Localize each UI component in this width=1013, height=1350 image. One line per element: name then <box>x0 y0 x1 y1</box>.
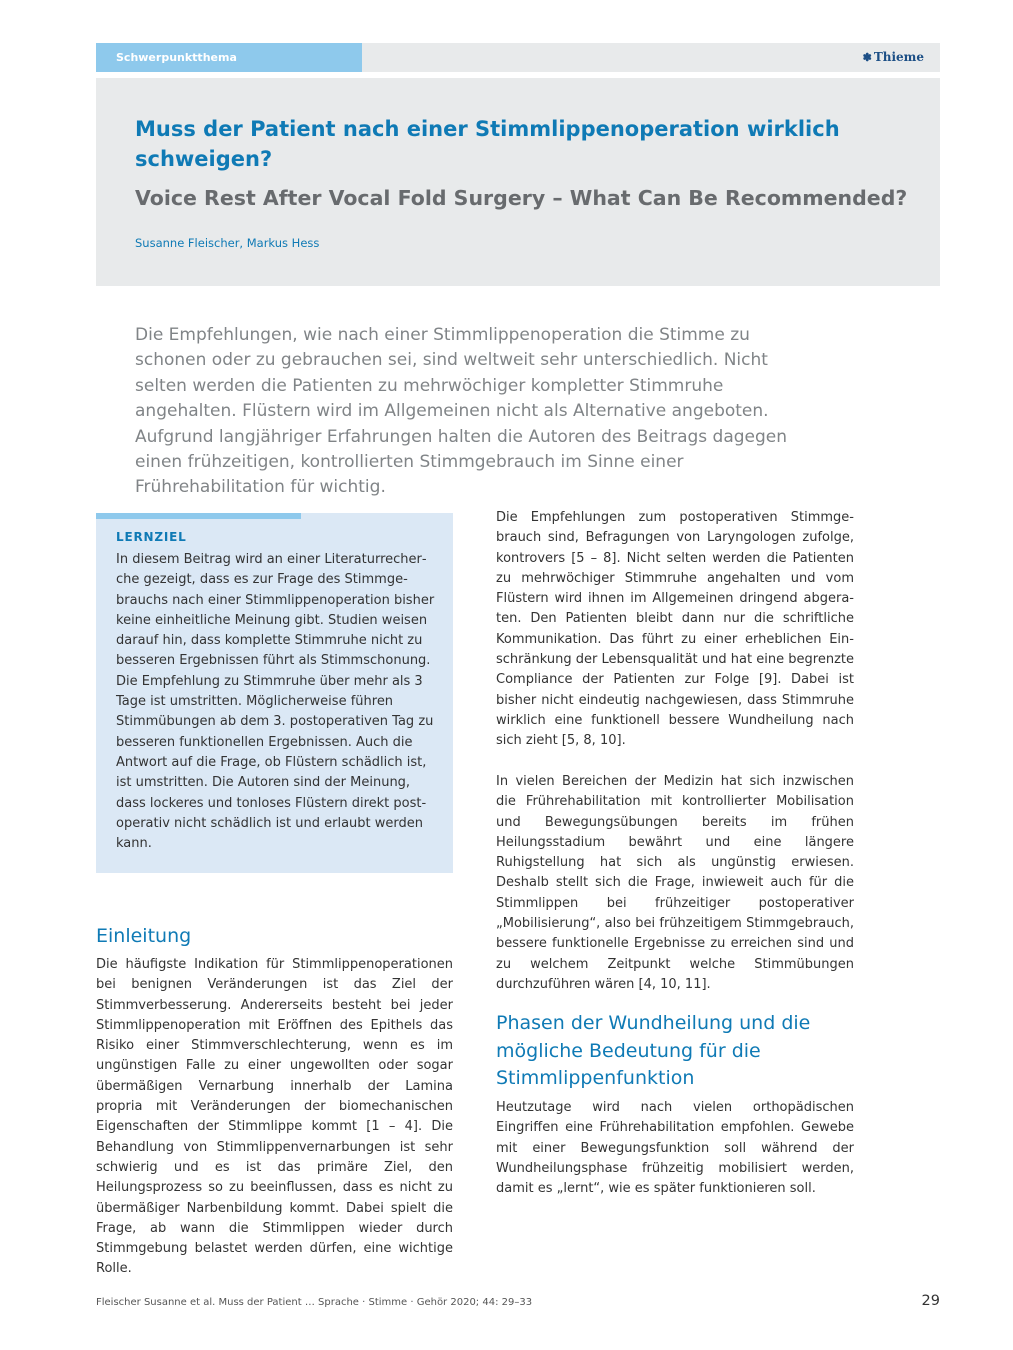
brand-name: Thieme <box>873 50 924 64</box>
footer-citation: Fleischer Susanne et al. Muss der Patient … Sprache · Stimme · Gehör 2020; 44: 29–33 <box>96 1297 533 1308</box>
right-paragraph-1: Die Empfehlungen zum postoperativen Stimmgebrauch sind, Befragungen von Laryngologen zufolge, kontrovers [5 – 8]. Nicht selten werden die Patienten zu mehrwöchiger Stimmruhe angehalten und vom Flüstern wird ihnen im Allgemeinen dringend abgeraten. Den Patienten bleibt dann nur die schriftliche Kommunikation. Das führt zu einer erheblichen Einschränkung der Lebensqualität und hat eine begrenzte Compliance der Patienten zur Folge [9]. Dabei ist bisher nicht eindeutig nachgewiesen, dass Stimmruhe wirklich eine funktionell bessere Wundheilung nach sich zieht [5, 8, 10]. <box>496 510 854 749</box>
top-bar <box>96 43 940 72</box>
title-german: Muss der Patient nach einer Stimmlippenoperation wirklich schweigen? <box>135 117 840 171</box>
article-header <box>96 78 940 286</box>
right-paragraph-2: In vielen Bereichen der Medizin hat sich inzwischen die Frührehabilitation mit kontrollierter Mobilisation und Bewegungsübungen bereits im frühen Heilungsstadium bewährt und eine längere Ruhigstellung hat sich als ungünstig erwiesen. Deshalb stellt sich die Frage, inwieweit auch für die Stimmlippen bei frühzeitiger postoperativer „Mobilisierung“, also bei frühzeitigem Stimmgebrauch, bessere funktionelle Ergebnisse zu erreichen sind und zu welchem Zeitpunkt welche Stimmübungen durchzuführen wären [4, 10, 11]. <box>496 774 854 992</box>
learning-goal-title: LERNZIEL <box>116 530 187 544</box>
learning-goal-text: In diesem Beitrag wird an einer Literaturrecherche gezeigt, dass es zur Frage des Stimmgebrauchs nach einer Stimmlippenoperation bisher keine einheitliche Meinung gibt. Studien weisen darauf hin, dass komplette Stimmruhe nicht zu besseren Ergebnissen führt als Stimmschonung. Die Empfehlung zu Stimmruhe über mehr als 3 Tage ist umstritten. Möglicherweise führen Stimmübungen ab dem 3. postoperativen Tag zu besseren funktionellen Ergebnissen. Auch die Antwort auf die Frage, ob Flüstern schädlich ist, ist umstritten. Die Autoren sind der Meinung, dass lockeres und tonloses Flüstern direkt postoperativ nicht schädlich ist und erlaubt werden kann. <box>116 552 435 852</box>
learning-goal-box <box>96 513 453 873</box>
heading-phasen: Phasen der Wundheilung und die mögliche Bedeutung für die Stimmlippenfunktion <box>496 1012 811 1089</box>
einleitung-text: Die häufigste Indikation für Stimmlippenoperationen bei benignen Veränderungen ist das Ziel der Stimmverbesserung. Andererseits besteht bei jeder Stimmlippenoperation mit Eröffnen des Epithels das Risiko einer Stimmverschlechterung, wenn es im ungünstigen Falle zu einer ungewollten oder sogar übermäßigen Vernarbung innerhalb der Lamina propria mit Veränderungen der biomechanischen Eigenschaften der Stimmlippe kommt [1 – 4]. Die Behandlung von Stimmlippenvernarbungen ist sehr schwierig und es ist das primäre Ziel, den Heilungsprozess so zu beeinflussen, dass es nicht zu übermäßiger Narbenbildung kommt. Dabei spielt die Frage, ab wann die Stimmlippen wieder durch Stimmgebung belastet werden dürfen, eine wichtige Rolle. <box>96 957 453 1277</box>
page-number: 29 <box>921 1293 940 1309</box>
heading-einleitung: Einleitung <box>96 925 192 947</box>
right-paragraph-3: Heutzutage wird nach vielen orthopädischen Eingriffen eine Frührehabilitation empfohlen. Gewebe mit einer Bewegungsfunktion soll während der Wundheilungsphase frühzeitig mobilisiert werden, damit es „lernt“, wie es später funktionieren soll. <box>496 1100 854 1197</box>
thieme-logo-icon: ✽ <box>862 51 872 64</box>
abstract: Die Empfehlungen, wie nach einer Stimmlippenoperation die Stimme zu schonen oder zu gebrauchen sei, sind weltweit sehr unterschiedlich. Nicht selten werden die Patienten zu mehrwöchiger kompletter Stimmruhe angehalten. Flüstern wird im Allgemeinen nicht als Alternative angeboten. Aufgrund langjähriger Erfahrungen halten die Autoren des Beitrags dagegen einen frühzeitigen, kontrollierten Stimmgebrauch im Sinne einer Frührehabilitation für wichtig. <box>135 325 788 498</box>
learning-goal-accent-bar <box>96 513 301 519</box>
title-english: Voice Rest After Vocal Fold Surgery – What Can Be Recommended? <box>135 186 908 210</box>
brand-logo <box>863 43 924 72</box>
authors: Susanne Fleischer, Markus Hess <box>135 236 320 250</box>
section-tag: Schwerpunktthema <box>96 43 362 72</box>
